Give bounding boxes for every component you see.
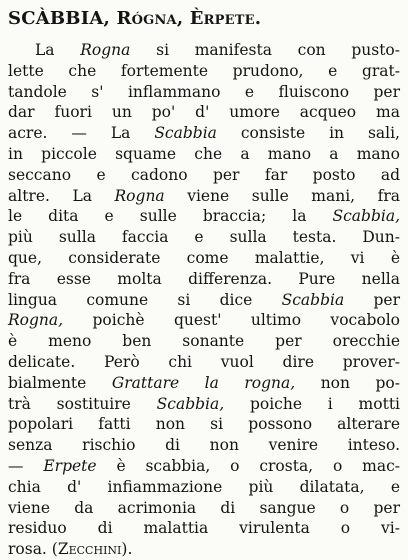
emphasis-text: Scabbia, — [332, 207, 400, 226]
text-segment: è meno ben sonante per orecchie — [8, 332, 400, 351]
text-line — [8, 269, 400, 290]
text-line — [8, 414, 400, 435]
emphasis-text: Scabbia — [281, 290, 345, 309]
text-segment: in piccole squame che a mano a mano — [8, 144, 400, 163]
text-line — [8, 373, 400, 394]
text-line — [8, 310, 400, 331]
text-line — [8, 248, 400, 269]
text-line — [8, 102, 400, 123]
entry-heading — [8, 6, 400, 32]
text-segment: senza rischio di non venire inteso. — [8, 436, 400, 455]
entry-body — [8, 40, 400, 560]
text-segment: non po- — [295, 373, 400, 392]
text-segment: viene sulle mani, fra — [164, 186, 400, 205]
text-segment: poiche i motti — [224, 394, 400, 413]
text-line — [8, 186, 400, 207]
text-segment: — — [8, 456, 44, 475]
text-line — [8, 435, 400, 456]
heading-word-erpete: Èrpete — [189, 8, 255, 29]
text-line — [8, 165, 400, 186]
text-line — [8, 123, 400, 144]
text-line — [8, 144, 400, 165]
emphasis-text: Scabbia — [154, 124, 217, 143]
text-segment: dar fuori un po' d' umore acqueo ma — [8, 103, 400, 122]
text-line — [8, 477, 400, 498]
text-line — [8, 539, 400, 560]
text-segment: poichè quest' ultimo vocabolo — [63, 311, 400, 330]
text-segment: tandole s' inflammano e fluiscono per — [8, 82, 400, 101]
text-segment: rosa. ( — [8, 540, 58, 559]
text-segment: lingua comune si dice — [8, 290, 282, 309]
text-segment: si manifesta con pusto- — [130, 41, 400, 59]
text-segment: per — [344, 290, 400, 309]
text-segment: popolari fatti non si possono alterare — [8, 415, 400, 434]
text-segment: le dita e sulle braccia; la — [8, 207, 333, 226]
text-segment: altre. La — [8, 186, 115, 205]
text-segment: que, considerate come malattie, vi è — [8, 248, 400, 267]
heading-word-scabbia: SCÀBBIA, — [8, 8, 117, 29]
text-segment: delicate. Però chi vuol dire prover- — [8, 352, 400, 371]
text-segment: ). — [121, 540, 133, 559]
text-segment: acre. — La — [8, 124, 155, 143]
emphasis-text: Rogna — [114, 186, 165, 205]
emphasis-text: Grattare la rogna, — [111, 373, 296, 392]
text-line — [8, 518, 400, 539]
emphasis-text: Rogna, — [8, 311, 64, 330]
emphasis-text: Scabbia, — [156, 394, 225, 413]
text-line — [8, 498, 400, 519]
emphasis-text: Erpete — [43, 456, 97, 475]
text-line — [8, 331, 400, 352]
text-line — [8, 394, 400, 415]
text-line — [8, 82, 400, 103]
text-segment: chia d' infiammazione più dilatata, e — [8, 477, 400, 496]
text-line — [8, 290, 400, 311]
text-segment: viene da acrimonia di sangue o per — [8, 498, 400, 517]
text-segment: consiste in sali, — [216, 124, 400, 143]
text-segment: residuo di malattia virulenta o vi- — [8, 519, 400, 538]
text-line — [8, 61, 400, 82]
text-segment: seccano e cadono per far posto ad — [8, 165, 400, 184]
emphasis-text: Zecchini — [57, 540, 122, 559]
heading-separator: , — [176, 8, 190, 29]
text-segment: è scabbia, o crosta, o mac- — [96, 456, 400, 475]
text-line — [8, 352, 400, 373]
text-line — [8, 456, 400, 477]
text-line — [8, 206, 400, 227]
text-segment: La — [35, 41, 81, 59]
text-segment: trà sostituire — [8, 394, 157, 413]
heading-period: . — [254, 8, 262, 29]
text-line — [8, 40, 400, 61]
text-segment: bialmente — [8, 373, 112, 392]
text-segment: lette che fortemente prudono, e grat- — [8, 61, 400, 80]
text-segment: fra esse molta differenza. Pure nella — [8, 269, 400, 288]
text-segment: più sulla faccia e sulla testa. Dun- — [8, 228, 400, 247]
text-line — [8, 227, 400, 248]
emphasis-text: Rogna — [80, 41, 131, 59]
heading-word-rogna: Rógna — [116, 8, 177, 29]
